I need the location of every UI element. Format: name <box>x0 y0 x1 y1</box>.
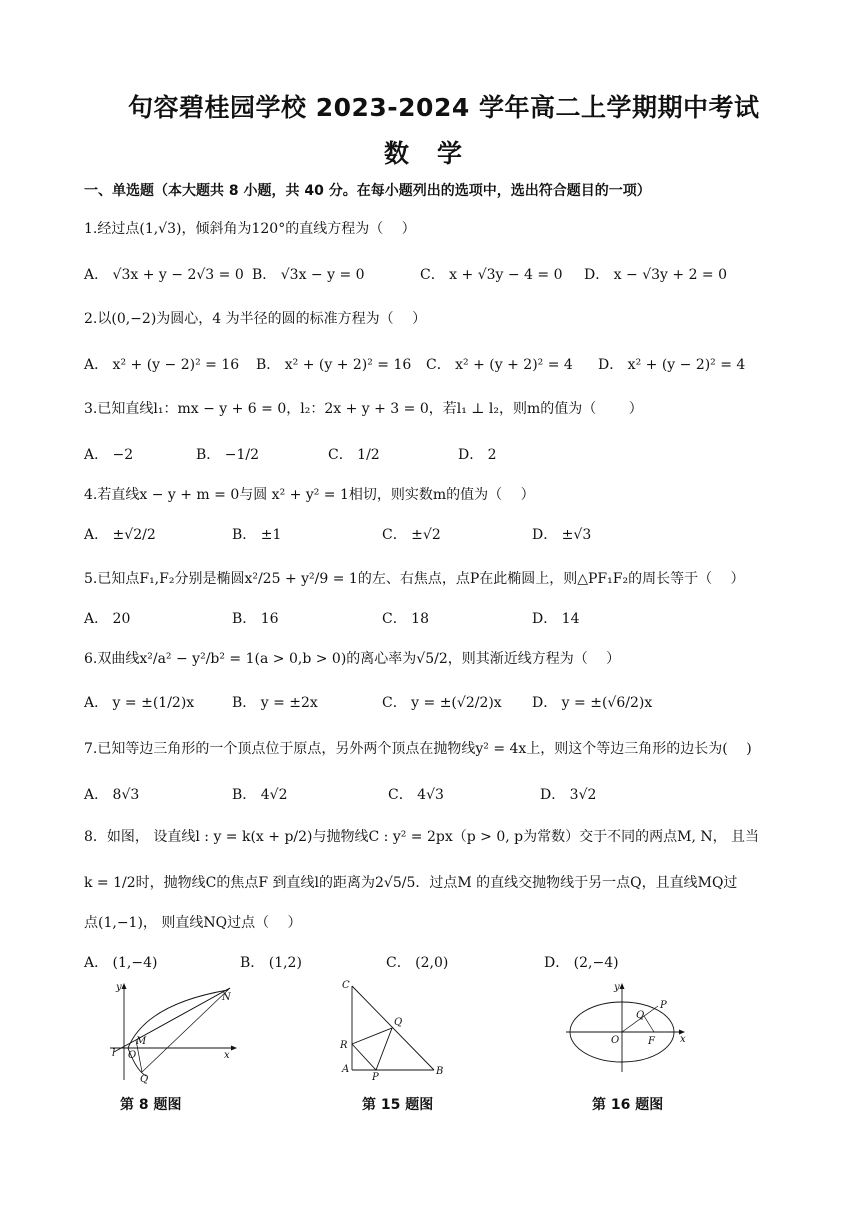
fig16-label-y: y <box>614 982 620 993</box>
question-2-option-b: B． x² + (y + 2)² = 16 <box>256 357 412 373</box>
fig8-label-q: Q <box>140 1074 149 1084</box>
question-3-option-d: D． 2 <box>458 447 497 463</box>
question-1-option-b: B． √3x − y = 0 <box>252 267 365 283</box>
question-3-option-b: B． −1/2 <box>196 447 259 463</box>
question-4-option-b: B． ±1 <box>232 527 282 543</box>
question-7-option-b: B． 4√2 <box>232 787 288 803</box>
fig16-label-o: O <box>611 1035 620 1046</box>
question-6-option-d: D． y = ±(√6/2)x <box>532 695 653 711</box>
fig8-label-y: y <box>116 982 122 993</box>
question-2-option-a: A． x² + (y − 2)² = 16 <box>84 357 240 373</box>
question-8-option-a: A． (1,−4) <box>84 955 158 971</box>
figure-8-caption: 第 8 题图 <box>120 1097 182 1113</box>
question-4-stem: 4.若直线x − y + m = 0与圆 x² + y² = 1相切，则实数m的值为（ ） <box>84 487 535 503</box>
fig8-label-x: x <box>224 1050 230 1061</box>
question-6-option-c: C． y = ±(√2/2)x <box>382 695 502 711</box>
fig15-label-c: C <box>342 980 350 991</box>
question-5-option-c: C． 18 <box>382 611 429 627</box>
fig8-label-o: O <box>128 1050 137 1061</box>
section-heading: 一、单选题（本大题共 8 小题，共 40 分。在每小题列出的选项中，选出符合题目的一项） <box>84 183 651 199</box>
question-8-option-c: C． (2,0) <box>386 955 449 971</box>
figure-15-caption: 第 15 题图 <box>362 1097 434 1113</box>
fig16-label-x: x <box>680 1034 686 1045</box>
question-7-option-c: C． 4√3 <box>388 787 444 803</box>
question-7-stem: 7.已知等边三角形的一个顶点位于原点，另外两个顶点在抛物线y² = 4x上，则这个等边三角形的边长为( ) <box>84 741 752 757</box>
question-2-stem: 2.以(0,−2)为圆心，4 为半径的圆的标准方程为（ ） <box>84 311 427 327</box>
page-title: 句容碧桂园学校 2023-2024 学年高二上学期期中考试 <box>128 93 760 122</box>
question-8-stem-line-1: 8．如图， 设直线l : y = k(x + p/2)与抛物线C : y² = 2px（p > 0, p为常数）交于不同的两点M, N， 且当 <box>84 829 760 845</box>
question-4-option-a: A． ±√2/2 <box>84 527 156 543</box>
question-7-option-d: D． 3√2 <box>540 787 597 803</box>
question-2-option-d: D． x² + (y − 2)² = 4 <box>598 357 746 373</box>
question-6-option-b: B． y = ±2x <box>232 695 318 711</box>
question-5-option-b: B． 16 <box>232 611 279 627</box>
fig16-label-f: F <box>648 1036 655 1047</box>
question-7-option-a: A． 8√3 <box>84 787 140 803</box>
fig15-inner-triangle <box>352 1028 392 1070</box>
fig15-label-r: R <box>340 1040 348 1051</box>
subject-title: 数学 <box>384 139 491 168</box>
question-1-option-a: A． √3x + y − 2√3 = 0 <box>84 267 244 283</box>
question-4-option-c: C． ±√2 <box>382 527 441 543</box>
question-6-option-a: A． y = ±(1/2)x <box>84 695 195 711</box>
fig15-label-p: P <box>372 1072 379 1083</box>
figure-15-diagram <box>334 980 454 1084</box>
figure-8-diagram <box>106 980 244 1084</box>
fig15-label-a: A <box>342 1064 350 1075</box>
question-1-option-d: D． x − √3y + 2 = 0 <box>584 267 728 283</box>
fig16-label-q: Q <box>636 1010 645 1021</box>
fig15-label-q: Q <box>394 1017 403 1028</box>
question-3-stem: 3.已知直线l₁：mx − y + 6 = 0，l₂：2x + y + 3 = 0，若l₁ ⊥ l₂，则m的值为（ ） <box>84 401 643 417</box>
question-8-option-b: B． (1,2) <box>240 955 302 971</box>
fig8-line-mn <box>136 988 230 1040</box>
question-5-option-a: A． 20 <box>84 611 131 627</box>
question-8-stem-line-2: k = 1/2时，抛物线C的焦点F 到直线l的距离为2√5/5．过点M 的直线交抛物线于另一点Q，且直线MQ过 <box>84 875 738 891</box>
fig15-label-b: B <box>436 1066 444 1077</box>
fig16-label-p: P <box>660 1000 667 1011</box>
fig8-parabola <box>128 990 228 1076</box>
question-3-option-c: C． 1/2 <box>328 447 380 463</box>
question-1-option-c: C． x + √3y − 4 = 0 <box>420 267 563 283</box>
question-1-stem: 1.经过点(1,√3)，倾斜角为120°的直线方程为（ ） <box>84 221 416 237</box>
question-5-option-d: D． 14 <box>532 611 580 627</box>
fig8-label-m: M <box>136 1036 147 1047</box>
fig8-label-n: N <box>222 992 231 1003</box>
question-8-option-d: D． (2,−4) <box>544 955 619 971</box>
question-2-option-c: C． x² + (y + 2)² = 4 <box>426 357 573 373</box>
fig16-line-qf <box>644 1016 654 1032</box>
figure-16-diagram <box>564 980 694 1080</box>
fig8-label-l: l <box>112 1048 116 1059</box>
question-6-stem: 6.双曲线x²/a² − y²/b² = 1(a > 0,b > 0)的离心率为√5/2，则其渐近线方程为（ ） <box>84 651 621 667</box>
question-3-option-a: A． −2 <box>84 447 134 463</box>
question-4-option-d: D． ±√3 <box>532 527 592 543</box>
question-5-stem: 5.已知点F₁,F₂分别是椭圆x²/25 + y²/9 = 1的左、右焦点，点P在此椭圆上，则△PF₁F₂的周长等于（ ） <box>84 571 745 587</box>
figure-16-caption: 第 16 题图 <box>592 1097 664 1113</box>
question-8-stem-line-3: 点(1,−1)， 则直线NQ过点（ ） <box>84 915 302 931</box>
